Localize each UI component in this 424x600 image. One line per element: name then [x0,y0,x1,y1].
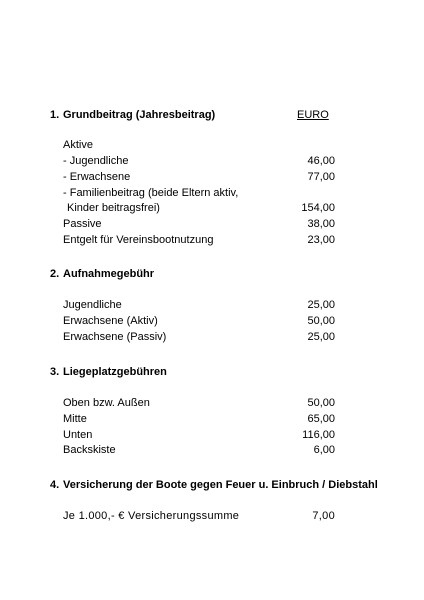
section-title: Grundbeitrag (Jahresbeitrag) [63,109,216,121]
currency-label: EURO [297,109,329,121]
fee-amount: 6,00 [313,444,335,456]
fee-row [0,137,424,153]
fee-amount: 25,00 [307,331,335,343]
fee-label: Aktive [63,139,93,151]
fee-amount: 50,00 [307,315,335,327]
section-title: Versicherung der Boote gegen Feuer u. Einbruch / Diebstahl [63,479,378,491]
fee-label: Oben bzw. Außen [63,397,150,409]
fee-amount: 116,00 [302,429,335,441]
fee-label: Mitte [63,413,87,425]
section-number: 2. [50,268,60,280]
fee-amount: 7,00 [312,510,335,522]
fee-label: Entgelt für Vereinsbootnutzung [63,234,214,246]
fee-row [0,200,424,216]
section-title: Aufnahmegebühr [63,268,155,280]
section-3-heading [0,364,424,380]
fee-row [0,216,424,232]
fee-row [0,427,424,443]
fee-label: Kinder beitragsfrei) [67,202,160,214]
fee-row [0,442,424,458]
fee-row [0,411,424,427]
fee-label: - Jugendliche [63,155,129,167]
section-4-heading [0,477,424,493]
fee-amount: 25,00 [307,299,335,311]
section-number: 1. [50,109,60,121]
fee-row [0,313,424,329]
section-number: 4. [50,479,60,491]
section-1-heading [0,107,424,123]
fee-row [0,297,424,313]
fee-amount: 46,00 [307,155,335,167]
fee-row [0,395,424,411]
fee-row [0,232,424,248]
fee-label: Je 1.000,- € Versicherungssumme [63,510,240,522]
section-2-heading [0,266,424,282]
fee-amount: 77,00 [307,171,335,183]
fee-amount: 38,00 [307,218,335,230]
fee-amount: 50,00 [307,397,335,409]
fee-amount: 154,00 [301,202,335,214]
fee-label: - Familienbeitrag (beide Eltern aktiv, [63,187,239,199]
fee-label: Erwachsene (Passiv) [63,331,167,343]
fee-label: Unten [63,429,93,441]
section-number: 3. [50,366,60,378]
fee-row [0,508,424,524]
fee-label: Erwachsene (Aktiv) [63,315,158,327]
fee-label: Jugendliche [63,299,122,311]
fee-label: Backskiste [63,444,116,456]
fee-row [0,153,424,169]
fee-row [0,329,424,345]
fee-row [0,169,424,185]
fee-row [0,185,424,201]
fee-label: - Erwachsene [63,171,131,183]
section-title: Liegeplatzgebühren [63,366,167,378]
fee-amount: 23,00 [307,234,335,246]
fee-amount: 65,00 [307,413,335,425]
fee-label: Passive [63,218,102,230]
